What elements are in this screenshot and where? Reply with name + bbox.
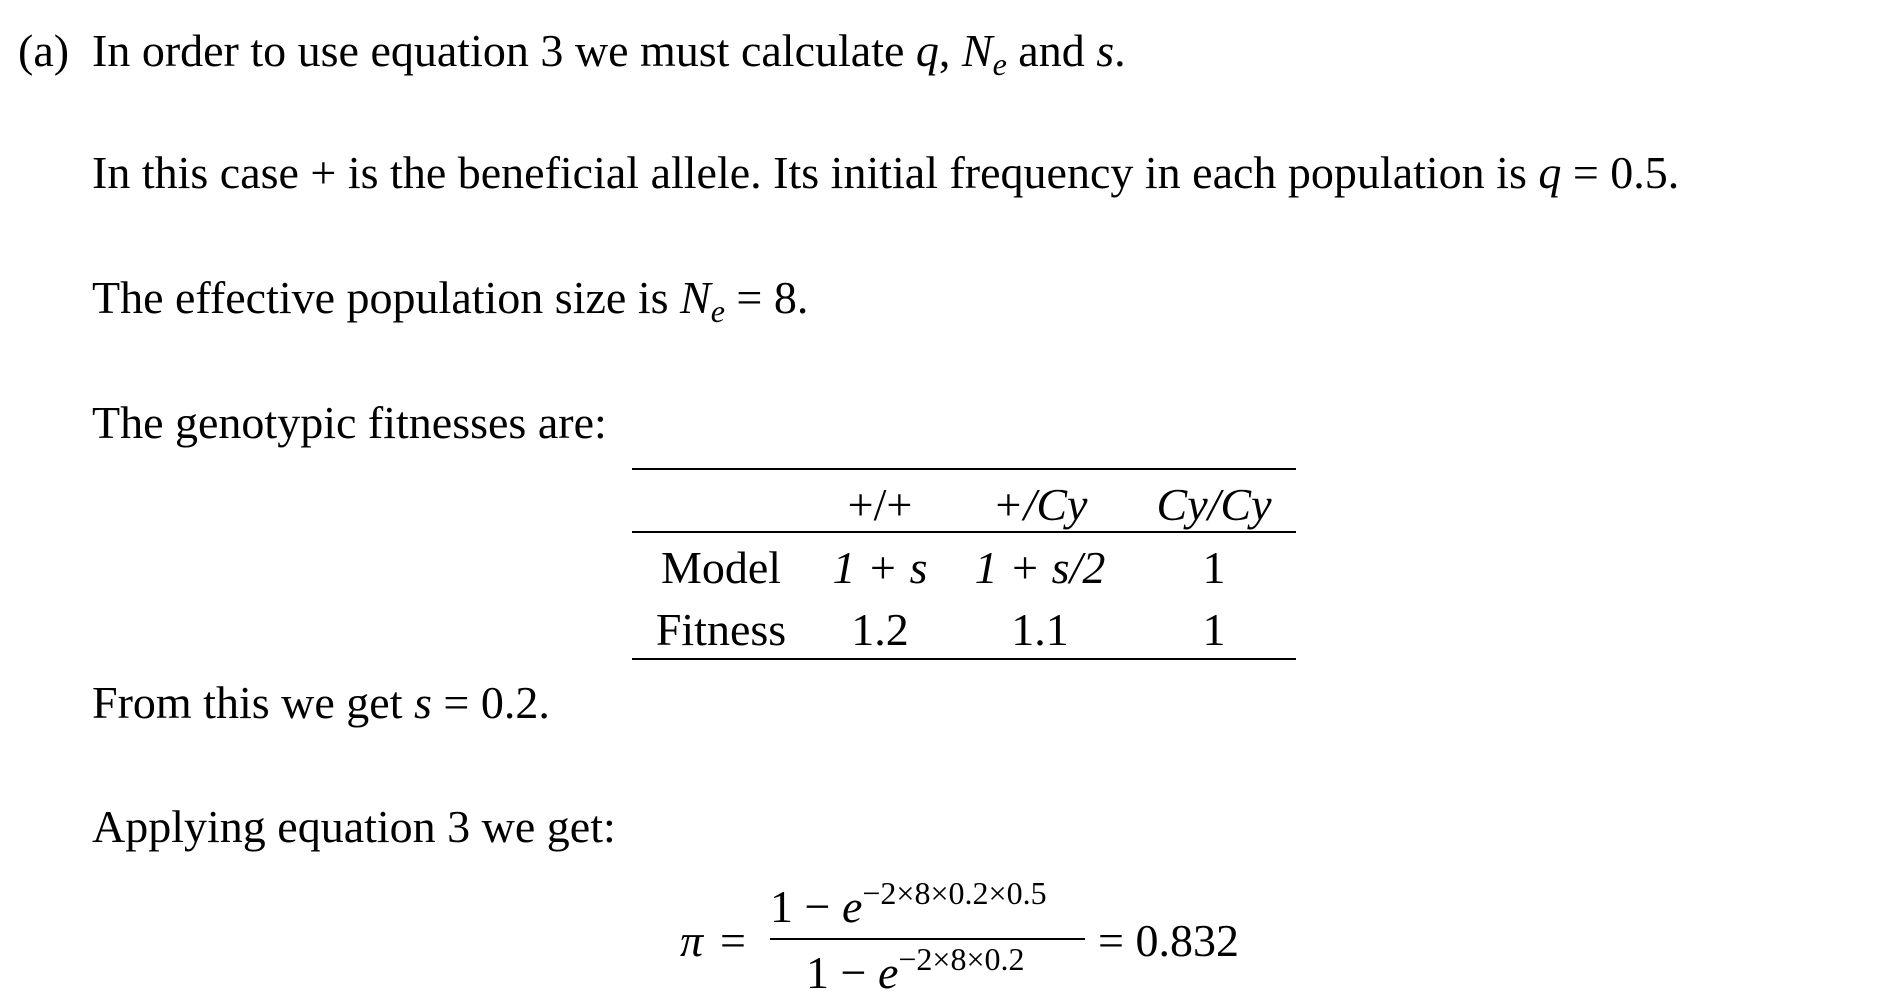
para-ne-var: N <box>680 272 711 323</box>
para-allele <box>92 147 1680 198</box>
intro-end: . <box>1114 25 1126 76</box>
denominator-exponent: −2×8×0.2 <box>898 941 1025 977</box>
para-s-text: From this we get <box>92 677 414 728</box>
intro-comma: , <box>938 25 962 76</box>
para-fitness-intro: The genotypic fitnesses are: <box>92 397 607 448</box>
equation-lhs: π <box>680 915 704 966</box>
numerator-base: 1 − <box>770 881 842 932</box>
intro-var-s: s <box>1096 25 1115 76</box>
para-s-eq: = 0.2. <box>431 677 550 728</box>
table-row-label: Fitness <box>655 604 787 655</box>
table-mid-rule <box>632 531 1296 533</box>
intro-text: In order to use equation 3 we must calculate <box>92 25 916 76</box>
para-allele-var: q <box>1538 147 1562 198</box>
para-ne <box>92 272 809 329</box>
table-cell: 1.1 <box>1011 604 1069 655</box>
table-row-label: Model <box>660 542 782 593</box>
para-ne-eq: = 8. <box>724 272 809 323</box>
para-allele-eq: = 0.5. <box>1561 147 1680 198</box>
denominator-e: e <box>877 947 899 998</box>
para-ne-sub: e <box>710 293 725 329</box>
intro-line <box>92 25 1126 82</box>
para-ne-text: The effective population size is <box>92 272 681 323</box>
table-cell: 1 <box>1202 542 1226 593</box>
table-header-wildtype: +/+ <box>847 479 913 530</box>
intro-var-q: q <box>915 25 939 76</box>
table-cell: 1 <box>1202 604 1226 655</box>
numerator-exponent: −2×8×0.2×0.5 <box>862 875 1047 911</box>
table-top-rule <box>632 468 1296 470</box>
equation-result: = 0.832 <box>1098 915 1239 966</box>
table-cell: 1 + s <box>832 542 928 593</box>
numerator-e: e <box>841 881 863 932</box>
table-cell: 1.2 <box>851 604 909 655</box>
para-s-var: s <box>413 677 432 728</box>
intro-and: and <box>1006 25 1097 76</box>
table-cell: 1 + s/2 <box>974 542 1106 593</box>
fitness-table <box>632 468 1296 660</box>
equation-numerator <box>770 875 1047 932</box>
equation-denominator <box>806 941 1025 998</box>
para-s <box>92 677 550 728</box>
intro-var-n: N <box>961 25 993 76</box>
table-bottom-rule <box>632 658 1296 660</box>
para-apply: Applying equation 3 we get: <box>92 801 616 852</box>
equation-equals: = <box>720 915 746 966</box>
intro-var-n-sub: e <box>992 46 1007 82</box>
fraction-bar <box>770 938 1085 940</box>
table-header-heterozygote: +/Cy <box>992 479 1088 530</box>
table-header-homozygote: Cy/Cy <box>1156 479 1272 530</box>
denominator-base: 1 − <box>806 947 878 998</box>
item-marker: (a) <box>18 25 70 76</box>
para-allele-text: In this case + is the beneficial allele. Its initial frequency in each population is <box>92 147 1539 198</box>
